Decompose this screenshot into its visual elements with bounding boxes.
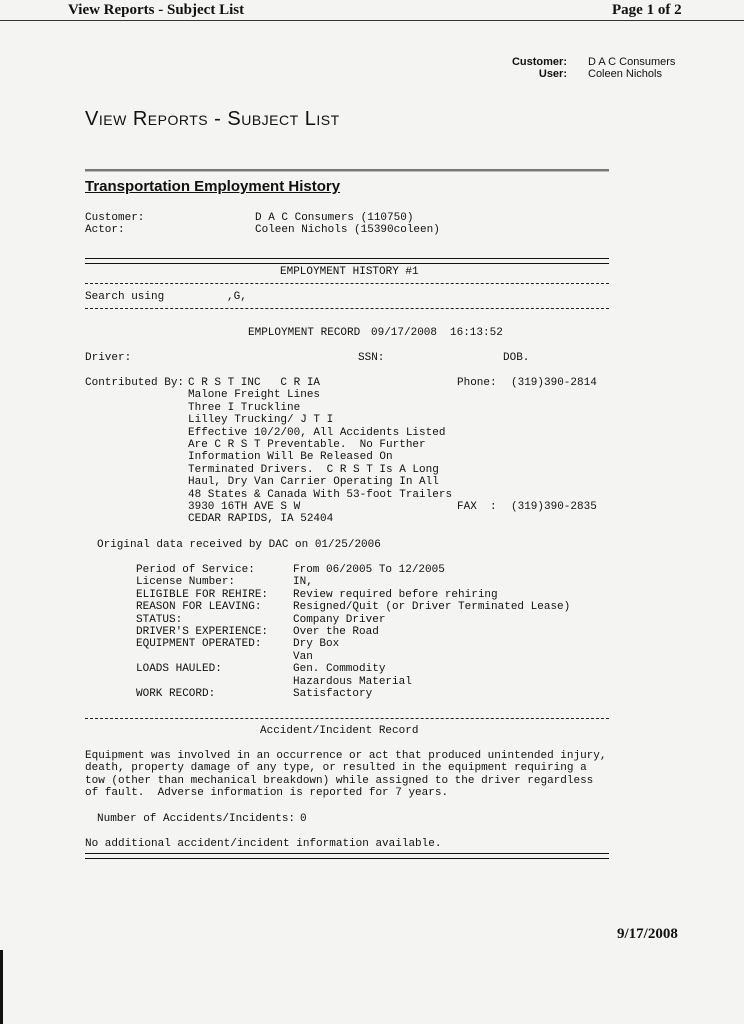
section-heading: Transportation Employment History: [85, 178, 341, 195]
contributor-line: 3930 16TH AVE S W: [188, 501, 301, 514]
meta-user-label: User:: [538, 68, 567, 80]
meta-customer-value: D A C Consumers: [588, 56, 676, 68]
dashed-rule: [85, 718, 609, 719]
field-value: Over the Road: [293, 626, 379, 639]
dashed-rule: [85, 283, 609, 284]
contributor-line: Are C R S T Preventable. No Further: [188, 439, 426, 452]
field-value: Hazardous Material: [293, 675, 412, 688]
info-actor-value: Coleen Nichols (15390coleen): [255, 224, 440, 236]
search-label: Search using: [85, 291, 165, 303]
field-value: Review required before rehiring: [293, 588, 498, 601]
field-label: [136, 651, 268, 663]
accident-heading: Accident/Incident Record: [260, 725, 419, 737]
field-label: LOADS HAULED:: [136, 663, 222, 676]
field-value: Van: [293, 650, 313, 663]
dob-label: DOB.: [503, 352, 530, 364]
header-divider: [0, 20, 744, 21]
info-actor-label: Actor:: [85, 224, 125, 236]
field-label: [136, 676, 268, 688]
footer-date: 9/17/2008: [617, 926, 678, 942]
contributor-line: 48 States & Canada With 53-foot Trailers: [188, 488, 453, 501]
field-value: Resigned/Quit (or Driver Terminated Lease): [293, 601, 571, 614]
title-divider: [85, 169, 609, 172]
accident-paragraph: [85, 750, 607, 800]
field-values: [293, 564, 570, 700]
paragraph-line: Equipment was involved in an occurrence or act that produced unintended injury,: [85, 750, 607, 762]
dashed-rule: [85, 308, 609, 309]
search-value: ,G,: [227, 291, 247, 303]
record-label: EMPLOYMENT RECORD: [248, 327, 361, 339]
contributor-line: Terminated Drivers. C R S T Is A Long: [188, 463, 439, 476]
phone-value: (319)390-2814: [511, 377, 597, 389]
window-title: View Reports - Subject List: [68, 2, 245, 18]
contributor-line: Three I Truckline: [188, 401, 301, 414]
info-customer-value: D A C Consumers (110750): [255, 212, 414, 224]
field-label: REASON FOR LEAVING:: [136, 601, 262, 614]
field-label: EQUIPMENT OPERATED:: [136, 638, 262, 651]
paragraph-line: of fault. Adverse information is reported for 7 years.: [85, 787, 449, 800]
ssn-label: SSN:: [358, 352, 385, 364]
contributor-line: Effective 10/2/00, All Accidents Listed: [188, 426, 446, 439]
field-value: Satisfactory: [293, 688, 373, 701]
fax-value: (319)390-2835: [511, 501, 597, 513]
contributor-line: CEDAR RAPIDS, IA 52404: [188, 513, 334, 526]
field-label: License Number:: [136, 576, 236, 589]
field-label: DRIVER'S EXPERIENCE:: [136, 626, 269, 639]
field-labels: [136, 564, 268, 700]
contributor-line: Haul, Dry Van Carrier Operating In All: [188, 476, 439, 489]
contributor-line: Information Will Be Released On: [188, 451, 393, 464]
contributor-line: C R S T INC C R IA: [188, 377, 321, 389]
field-value: Dry Box: [293, 638, 340, 651]
page-title: View Reports - Subject List: [85, 108, 340, 130]
scan-edge: [0, 950, 3, 1024]
contributor-block: [188, 377, 452, 526]
meta-customer-label: Customer:: [511, 56, 567, 68]
double-rule: [85, 853, 609, 859]
employment-history-heading: EMPLOYMENT HISTORY #1: [280, 266, 419, 278]
contributor-line: Malone Freight Lines: [188, 389, 321, 402]
double-rule: [85, 258, 609, 264]
field-label: STATUS:: [136, 613, 183, 626]
accident-count-label: Number of Accidents/Incidents:: [97, 813, 296, 825]
field-value: IN,: [293, 576, 313, 589]
no-info-note: No additional accident/incident information available.: [85, 838, 442, 850]
field-value: From 06/2005 To 12/2005: [293, 564, 445, 576]
field-value: Gen. Commodity: [293, 663, 386, 676]
fax-label: FAX :: [457, 501, 497, 513]
record-date: 09/17/2008: [371, 327, 438, 339]
meta-user-value: Coleen Nichols: [588, 68, 662, 80]
field-label: Period of Service:: [136, 564, 255, 576]
contributed-label: Contributed By:: [85, 377, 185, 389]
record-time: 16:13:52: [450, 327, 503, 339]
paragraph-line: death, property damage of any type, or resulted in the equipment requiring a: [85, 762, 587, 775]
info-customer-label: Customer:: [85, 212, 145, 224]
original-data-note: Original data received by DAC on 01/25/2006: [97, 539, 381, 551]
paragraph-line: tow (other than mechanical breakdown) while assigned to the driver regardless: [85, 774, 594, 787]
accident-count-value: 0: [300, 813, 307, 825]
contributor-line: Lilley Trucking/ J T I: [188, 414, 334, 427]
field-label: WORK RECORD:: [136, 688, 216, 701]
field-label: ELIGIBLE FOR REHIRE:: [136, 588, 269, 601]
field-value: Company Driver: [293, 613, 386, 626]
phone-label: Phone:: [457, 377, 497, 389]
page-indicator: Page 1 of 2: [612, 2, 682, 18]
driver-label: Driver:: [85, 352, 132, 364]
